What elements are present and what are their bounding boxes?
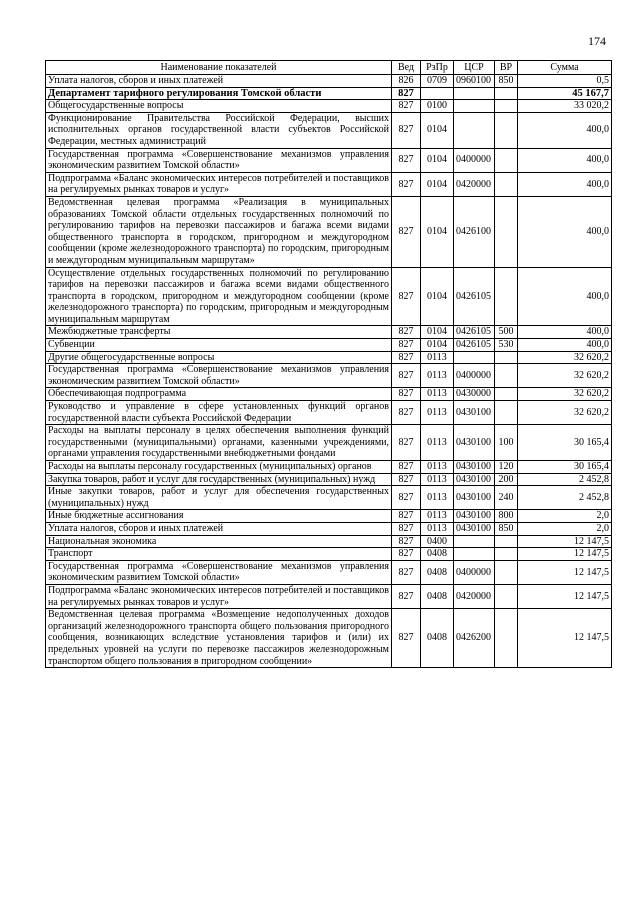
row-rzpr: 0113 — [421, 510, 454, 523]
row-rzpr: 0104 — [421, 326, 454, 339]
row-name: Государственная программа «Совершенствование механизмов управления экономическим развитием Томской области» — [46, 148, 392, 172]
header-ved: Вед — [392, 61, 421, 75]
row-vr: 800 — [495, 510, 518, 523]
row-csr: 0430100 — [454, 486, 495, 510]
row-rzpr: 0113 — [421, 486, 454, 510]
row-ved: 827 — [392, 560, 421, 584]
row-vr: 100 — [495, 425, 518, 461]
table-row — [46, 401, 612, 425]
row-rzpr: 0104 — [421, 196, 454, 267]
row-rzpr: 0113 — [421, 364, 454, 388]
row-rzpr: 0709 — [421, 75, 454, 88]
row-sum: 400,0 — [518, 148, 612, 172]
row-sum: 0,5 — [518, 75, 612, 88]
row-sum: 400,0 — [518, 112, 612, 148]
row-sum: 45 167,7 — [518, 87, 612, 100]
row-csr: 0430100 — [454, 425, 495, 461]
row-rzpr: 0113 — [421, 401, 454, 425]
budget-table — [45, 60, 612, 668]
row-csr: 0426100 — [454, 196, 495, 267]
row-csr — [454, 351, 495, 364]
row-rzpr: 0408 — [421, 584, 454, 608]
row-vr — [495, 87, 518, 100]
header-name: Наименование показателей — [46, 61, 392, 75]
row-csr: 0430100 — [454, 461, 495, 474]
row-sum: 30 165,4 — [518, 425, 612, 461]
row-sum: 32 620,2 — [518, 401, 612, 425]
row-rzpr: 0408 — [421, 560, 454, 584]
row-csr — [454, 112, 495, 148]
row-vr — [495, 148, 518, 172]
row-name: Иные закупки товаров, работ и услуг для обеспечения государственных (муниципальных) нужд — [46, 486, 392, 510]
row-name: Транспорт — [46, 548, 392, 561]
row-vr — [495, 401, 518, 425]
header-sum: Сумма — [518, 61, 612, 75]
row-vr — [495, 584, 518, 608]
table-row — [46, 196, 612, 267]
row-sum: 32 620,2 — [518, 351, 612, 364]
table-row — [46, 172, 612, 196]
row-name: Межбюджетные трансферты — [46, 326, 392, 339]
row-rzpr: 0104 — [421, 172, 454, 196]
table-row — [46, 364, 612, 388]
table-row — [46, 584, 612, 608]
row-name: Другие общегосударственные вопросы — [46, 351, 392, 364]
row-name: Руководство и управление в сфере установленных функций органов государственной власти субъекта Российской Федерации — [46, 401, 392, 425]
row-vr — [495, 112, 518, 148]
table-row — [46, 473, 612, 486]
table-row — [46, 535, 612, 548]
row-rzpr: 0104 — [421, 267, 454, 326]
row-name: Закупка товаров, работ и услуг для государственных (муниципальных) нужд — [46, 473, 392, 486]
row-csr: 0426105 — [454, 267, 495, 326]
row-sum: 33 020,2 — [518, 100, 612, 113]
row-sum: 400,0 — [518, 339, 612, 352]
row-rzpr: 0113 — [421, 351, 454, 364]
row-name: Ведомственная целевая программа «Реализация в муниципальных образованиях Томской области отдельных государственных полномочий по регулированию тарифов на перевозки пассажиров и багажа всеми видами общественного транспорта в городском, пригородном и междугородном сообщении (кроме железнодорожного транспорта) по городским, пригородным и междугородным муниципальным маршрутам» — [46, 196, 392, 267]
row-sum: 2,0 — [518, 522, 612, 535]
table-header-row — [46, 61, 612, 75]
row-vr: 240 — [495, 486, 518, 510]
row-ved: 827 — [392, 425, 421, 461]
row-csr: 0420000 — [454, 584, 495, 608]
table-row — [46, 425, 612, 461]
row-ved: 827 — [392, 535, 421, 548]
table-row — [46, 560, 612, 584]
row-sum: 30 165,4 — [518, 461, 612, 474]
row-ved: 827 — [392, 326, 421, 339]
row-csr: 0420000 — [454, 172, 495, 196]
row-ved: 827 — [392, 351, 421, 364]
row-rzpr: 0408 — [421, 609, 454, 668]
row-csr: 0426105 — [454, 339, 495, 352]
row-name: Государственная программа «Совершенствование механизмов управления экономическим развитием Томской области» — [46, 364, 392, 388]
row-sum: 400,0 — [518, 326, 612, 339]
row-rzpr: 0113 — [421, 461, 454, 474]
row-ved: 827 — [392, 486, 421, 510]
row-sum: 12 147,5 — [518, 560, 612, 584]
table-row — [46, 548, 612, 561]
row-name: Иные бюджетные ассигнования — [46, 510, 392, 523]
row-csr — [454, 100, 495, 113]
row-ved: 827 — [392, 148, 421, 172]
row-ved: 827 — [392, 87, 421, 100]
row-ved: 827 — [392, 473, 421, 486]
row-vr — [495, 267, 518, 326]
row-vr — [495, 196, 518, 267]
row-csr — [454, 87, 495, 100]
row-csr: 0430100 — [454, 401, 495, 425]
header-csr: ЦСР — [454, 61, 495, 75]
row-csr: 0430000 — [454, 388, 495, 401]
table-row — [46, 100, 612, 113]
row-name: Подпрограмма «Баланс экономических интересов потребителей и поставщиков на регулируемых рынках товаров и услуг» — [46, 172, 392, 196]
row-sum: 400,0 — [518, 267, 612, 326]
row-vr: 500 — [495, 326, 518, 339]
row-name: Ведомственная целевая программа «Возмещение недополученных доходов организаций железнодорожного транспорта общего пользования пригородного сообщения, возникающих вследствие установления тарифов и (или) их предельных уровней на услуги по перевозке пассажиров железнодорожным транспортом общего пользования в пригородном сообщении» — [46, 609, 392, 668]
row-rzpr — [421, 87, 454, 100]
row-vr — [495, 100, 518, 113]
row-name: Подпрограмма «Баланс экономических интересов потребителей и поставщиков на регулируемых рынках товаров и услуг» — [46, 584, 392, 608]
row-ved: 827 — [392, 112, 421, 148]
row-name: Общегосударственные вопросы — [46, 100, 392, 113]
row-name: Уплата налогов, сборов и иных платежей — [46, 75, 392, 88]
page-number: 174 — [588, 34, 606, 48]
row-rzpr: 0408 — [421, 548, 454, 561]
row-rzpr: 0104 — [421, 148, 454, 172]
row-csr — [454, 535, 495, 548]
row-vr: 200 — [495, 473, 518, 486]
row-name: Функционирование Правительства Российской Федерации, высших исполнительных органов государственной власти субъектов Российской Федерации, местных администраций — [46, 112, 392, 148]
table-row — [46, 351, 612, 364]
table-row — [46, 112, 612, 148]
table-row — [46, 510, 612, 523]
row-rzpr: 0400 — [421, 535, 454, 548]
table-row — [46, 609, 612, 668]
row-sum: 400,0 — [518, 172, 612, 196]
row-vr — [495, 172, 518, 196]
row-csr: 0426200 — [454, 609, 495, 668]
row-sum: 32 620,2 — [518, 364, 612, 388]
row-csr — [454, 548, 495, 561]
row-vr — [495, 609, 518, 668]
row-sum: 12 147,5 — [518, 535, 612, 548]
row-ved: 827 — [392, 267, 421, 326]
header-vr: ВР — [495, 61, 518, 75]
row-vr: 120 — [495, 461, 518, 474]
row-ved: 827 — [392, 388, 421, 401]
table-row — [46, 267, 612, 326]
row-ved: 827 — [392, 196, 421, 267]
row-ved: 827 — [392, 461, 421, 474]
row-ved: 827 — [392, 609, 421, 668]
row-vr — [495, 351, 518, 364]
row-sum: 400,0 — [518, 196, 612, 267]
row-name: Расходы на выплаты персоналу государственных (муниципальных) органов — [46, 461, 392, 474]
row-ved: 827 — [392, 364, 421, 388]
row-sum: 2 452,8 — [518, 486, 612, 510]
row-vr: 850 — [495, 75, 518, 88]
row-csr: 0426105 — [454, 326, 495, 339]
row-ved: 827 — [392, 548, 421, 561]
row-ved: 826 — [392, 75, 421, 88]
row-sum: 32 620,2 — [518, 388, 612, 401]
table-row — [46, 326, 612, 339]
row-name: Расходы на выплаты персоналу в целях обеспечения выполнения функций государственными (муниципальными) органами, казенными учреждениями, органами управления государственными внебюджетными фондами — [46, 425, 392, 461]
row-vr — [495, 535, 518, 548]
row-ved: 827 — [392, 172, 421, 196]
row-ved: 827 — [392, 522, 421, 535]
row-rzpr: 0113 — [421, 425, 454, 461]
table-row — [46, 339, 612, 352]
table-row — [46, 87, 612, 100]
row-ved: 827 — [392, 339, 421, 352]
table-row — [46, 148, 612, 172]
table-row — [46, 486, 612, 510]
row-csr: 0400000 — [454, 364, 495, 388]
row-rzpr: 0100 — [421, 100, 454, 113]
row-vr — [495, 548, 518, 561]
row-sum: 12 147,5 — [518, 609, 612, 668]
row-sum: 12 147,5 — [518, 548, 612, 561]
row-rzpr: 0104 — [421, 112, 454, 148]
row-vr — [495, 364, 518, 388]
row-vr: 850 — [495, 522, 518, 535]
row-sum: 2,0 — [518, 510, 612, 523]
row-name: Департамент тарифного регулирования Томской области — [46, 87, 392, 100]
row-ved: 827 — [392, 510, 421, 523]
row-csr: 0430100 — [454, 473, 495, 486]
row-name: Государственная программа «Совершенствование механизмов управления экономическим развитием Томской области» — [46, 560, 392, 584]
row-rzpr: 0104 — [421, 339, 454, 352]
row-name: Осуществление отдельных государственных полномочий по регулированию тарифов на перевозки пассажиров и багажа всеми видами общественного транспорта в городском, пригородном и междугородном сообщении (кроме железнодорожного транспорта) по городским, пригородным и междугородным муниципальным маршрутам — [46, 267, 392, 326]
row-rzpr: 0113 — [421, 473, 454, 486]
row-csr: 0430100 — [454, 510, 495, 523]
row-vr — [495, 560, 518, 584]
row-name: Субвенции — [46, 339, 392, 352]
row-ved: 827 — [392, 584, 421, 608]
row-ved: 827 — [392, 100, 421, 113]
table-body — [46, 75, 612, 668]
row-sum: 12 147,5 — [518, 584, 612, 608]
table-row — [46, 522, 612, 535]
table-row — [46, 461, 612, 474]
table-row — [46, 388, 612, 401]
row-sum: 2 452,8 — [518, 473, 612, 486]
table-row — [46, 75, 612, 88]
row-name: Национальная экономика — [46, 535, 392, 548]
row-vr: 530 — [495, 339, 518, 352]
row-name: Уплата налогов, сборов и иных платежей — [46, 522, 392, 535]
row-name: Обеспечивающая подпрограмма — [46, 388, 392, 401]
row-ved: 827 — [392, 401, 421, 425]
row-csr: 0960100 — [454, 75, 495, 88]
row-vr — [495, 388, 518, 401]
row-csr: 0430100 — [454, 522, 495, 535]
header-rzpr: РзПр — [421, 61, 454, 75]
row-csr: 0400000 — [454, 560, 495, 584]
row-csr: 0400000 — [454, 148, 495, 172]
row-rzpr: 0113 — [421, 522, 454, 535]
row-rzpr: 0113 — [421, 388, 454, 401]
